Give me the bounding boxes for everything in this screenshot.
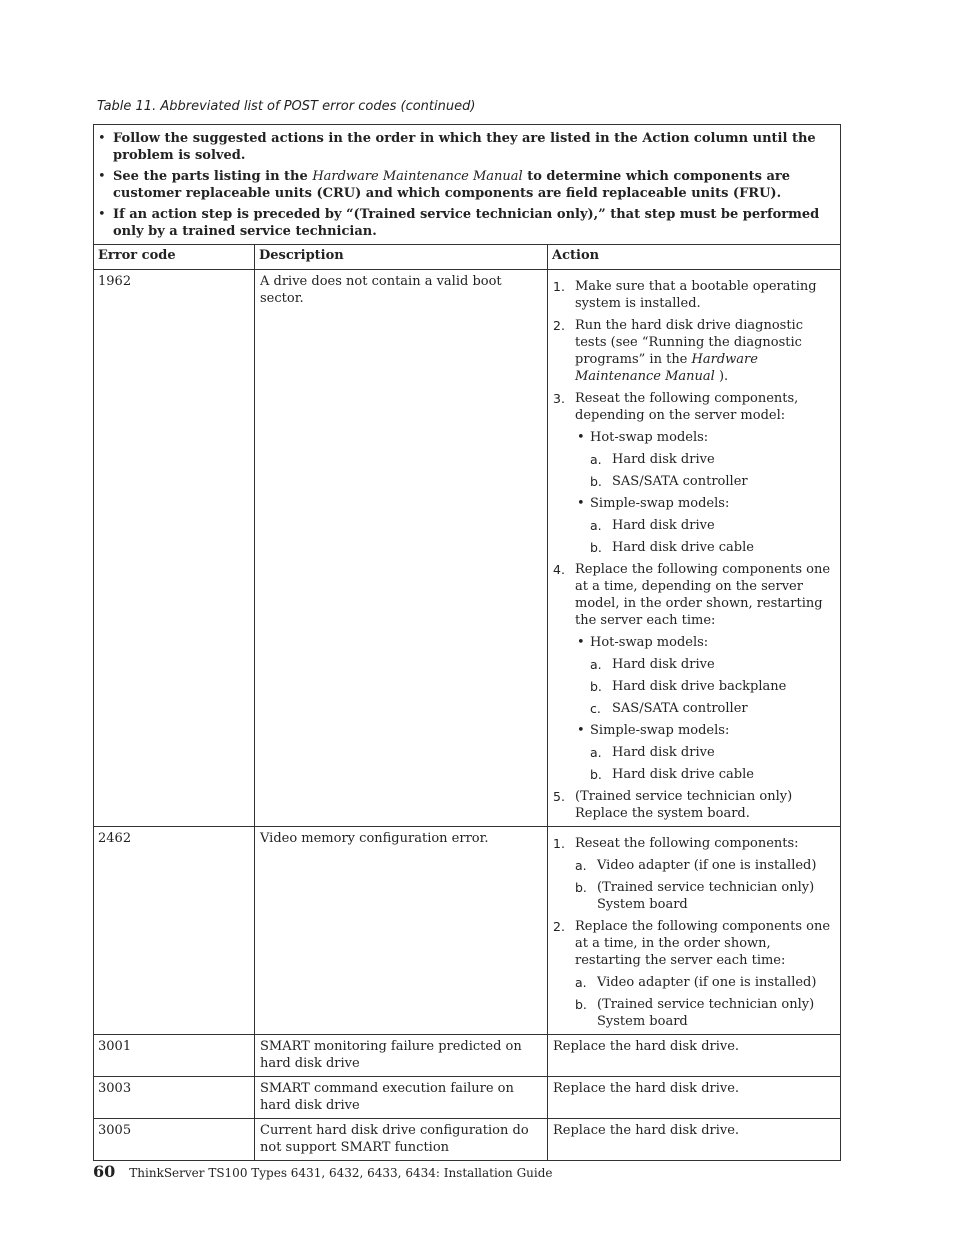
table-row	[94, 270, 841, 827]
table-row	[94, 1035, 841, 1077]
note-item	[98, 130, 834, 164]
model-group	[575, 722, 836, 783]
item-text: Hard disk drive	[612, 745, 715, 760]
component-item	[590, 678, 836, 695]
item-letter: a.	[590, 745, 602, 760]
note-text-after: to determine which components are customer replaceable units (CRU) and which components are field replaceable units (FRU).	[113, 169, 790, 201]
item-text: (Trained service technician only) System board	[597, 997, 815, 1029]
error-code-cell: 1962	[94, 270, 255, 827]
item-letter: a.	[590, 452, 602, 467]
bullet-icon: •	[577, 496, 585, 511]
action-steps	[553, 278, 836, 822]
step-number: 2.	[553, 318, 565, 333]
item-letter: b.	[575, 880, 587, 895]
step-text: Reseat the following components, depending on the server model:	[575, 391, 799, 423]
model-group-label: Hot-swap models:	[590, 430, 709, 445]
description-cell: SMART command execution failure on hard disk drive	[255, 1077, 548, 1119]
column-header-error-code: Error code	[94, 245, 255, 270]
step-number: 1.	[553, 836, 565, 851]
item-letter: c.	[590, 701, 601, 716]
action-step	[553, 278, 836, 312]
note-text: If an action step is preceded by “(Trained service technician only),” that step must be performed only by a trained service technician.	[113, 207, 820, 239]
component-item	[575, 974, 836, 991]
item-letter: b.	[590, 474, 602, 489]
item-text: SAS/SATA controller	[612, 474, 748, 489]
page-number: 60	[93, 1162, 116, 1181]
table-notes-row	[94, 125, 841, 245]
item-letter: a.	[575, 858, 587, 873]
component-item	[590, 517, 836, 534]
model-group-label: Simple-swap models:	[590, 723, 730, 738]
action-step	[553, 561, 836, 783]
item-text: SAS/SATA controller	[612, 701, 748, 716]
action-step	[553, 390, 836, 556]
component-item	[590, 539, 836, 556]
step-number: 2.	[553, 919, 565, 934]
step-text: Make sure that a bootable operating system is installed.	[575, 279, 817, 311]
action-step	[553, 317, 836, 385]
step-text: Replace the following components one at a time, in the order shown, restarting the server each time:	[575, 919, 831, 968]
item-text: Hard disk drive	[612, 657, 715, 672]
item-text: Hard disk drive cable	[612, 767, 754, 782]
manual-reference: Hardware Maintenance Manual	[312, 169, 523, 184]
note-item	[98, 206, 834, 240]
table-row	[94, 827, 841, 1035]
document-title: ThinkServer TS100 Types 6431, 6432, 6433, 6434: Installation Guide	[129, 1166, 553, 1180]
action-step	[553, 918, 836, 1030]
action-step	[553, 835, 836, 913]
component-item	[590, 473, 836, 490]
error-code-table-frame	[93, 124, 840, 1161]
description-cell: Current hard disk drive configuration do not support SMART function	[255, 1119, 548, 1161]
table-caption: Table 11. Abbreviated list of POST error codes (continued)	[97, 99, 476, 114]
action-cell	[548, 827, 841, 1035]
action-cell: Replace the hard disk drive.	[548, 1077, 841, 1119]
table-header-row	[94, 245, 841, 270]
column-header-description: Description	[255, 245, 548, 270]
component-list	[590, 744, 836, 783]
component-list	[590, 656, 836, 717]
description-cell: SMART monitoring failure predicted on hard disk drive	[255, 1035, 548, 1077]
table-row	[94, 1077, 841, 1119]
column-header-action: Action	[548, 245, 841, 270]
component-list	[590, 451, 836, 490]
model-groups	[575, 634, 836, 783]
error-code-cell: 3003	[94, 1077, 255, 1119]
action-cell: Replace the hard disk drive.	[548, 1035, 841, 1077]
bullet-icon: •	[98, 207, 106, 222]
step-number: 5.	[553, 789, 565, 804]
bullet-icon: •	[577, 430, 585, 445]
step-number: 3.	[553, 391, 565, 406]
item-letter: a.	[590, 518, 602, 533]
bullet-icon: •	[98, 131, 106, 146]
bullet-icon: •	[577, 723, 585, 738]
step-text: Replace the following components one at a time, depending on the server model, in the order shown, restarting the server each time:	[575, 562, 831, 628]
action-cell: Replace the hard disk drive.	[548, 1119, 841, 1161]
item-letter: a.	[590, 657, 602, 672]
model-group	[575, 495, 836, 556]
action-steps	[553, 835, 836, 1030]
step-number: 4.	[553, 562, 565, 577]
component-item	[590, 744, 836, 761]
step-text: Reseat the following components:	[575, 836, 799, 851]
step-text-after: ).	[714, 369, 729, 384]
item-text: Video adapter (if one is installed)	[597, 975, 817, 990]
component-item	[575, 879, 836, 913]
item-letter: b.	[575, 997, 587, 1012]
component-item	[590, 451, 836, 468]
note-text-before: See the parts listing in the	[113, 169, 313, 184]
manual-reference: Hardware Maintenance Manual	[575, 352, 758, 384]
component-item	[590, 766, 836, 783]
item-text: Video adapter (if one is installed)	[597, 858, 817, 873]
bullet-icon: •	[577, 635, 585, 650]
model-group	[575, 429, 836, 490]
bullet-icon: •	[98, 169, 106, 184]
model-groups	[575, 429, 836, 556]
model-group	[575, 634, 836, 717]
component-item	[590, 700, 836, 717]
action-cell	[548, 270, 841, 827]
component-item	[575, 996, 836, 1030]
item-letter: a.	[575, 975, 587, 990]
table-notes	[94, 125, 841, 245]
note-text: Follow the suggested actions in the order in which they are listed in the Action column until the problem is solved.	[113, 131, 816, 163]
item-text: Hard disk drive backplane	[612, 679, 787, 694]
table-row	[94, 1119, 841, 1161]
error-code-cell: 3001	[94, 1035, 255, 1077]
model-group-label: Simple-swap models:	[590, 496, 730, 511]
item-letter: b.	[590, 540, 602, 555]
step-text: Run the hard disk drive diagnostic tests (see “Running the diagnostic programs” in the	[575, 318, 803, 367]
step-number: 1.	[553, 279, 565, 294]
error-code-cell: 3005	[94, 1119, 255, 1161]
item-letter: b.	[590, 767, 602, 782]
component-item	[590, 656, 836, 673]
item-text: Hard disk drive cable	[612, 540, 754, 555]
model-group-label: Hot-swap models:	[590, 635, 709, 650]
component-list	[575, 974, 836, 1030]
action-step	[553, 788, 836, 822]
error-code-cell: 2462	[94, 827, 255, 1035]
step-text: (Trained service technician only) Replace the system board.	[575, 789, 793, 821]
description-cell: Video memory configuration error.	[255, 827, 548, 1035]
component-list	[590, 517, 836, 556]
item-text: Hard disk drive	[612, 518, 715, 533]
item-letter: b.	[590, 679, 602, 694]
notes-list	[98, 130, 834, 240]
error-code-table	[93, 124, 841, 1161]
note-item	[98, 168, 834, 202]
item-text: (Trained service technician only) System board	[597, 880, 815, 912]
component-list	[575, 857, 836, 913]
page-footer	[93, 1162, 553, 1182]
item-text: Hard disk drive	[612, 452, 715, 467]
component-item	[575, 857, 836, 874]
description-cell: A drive does not contain a valid boot sector.	[255, 270, 548, 827]
